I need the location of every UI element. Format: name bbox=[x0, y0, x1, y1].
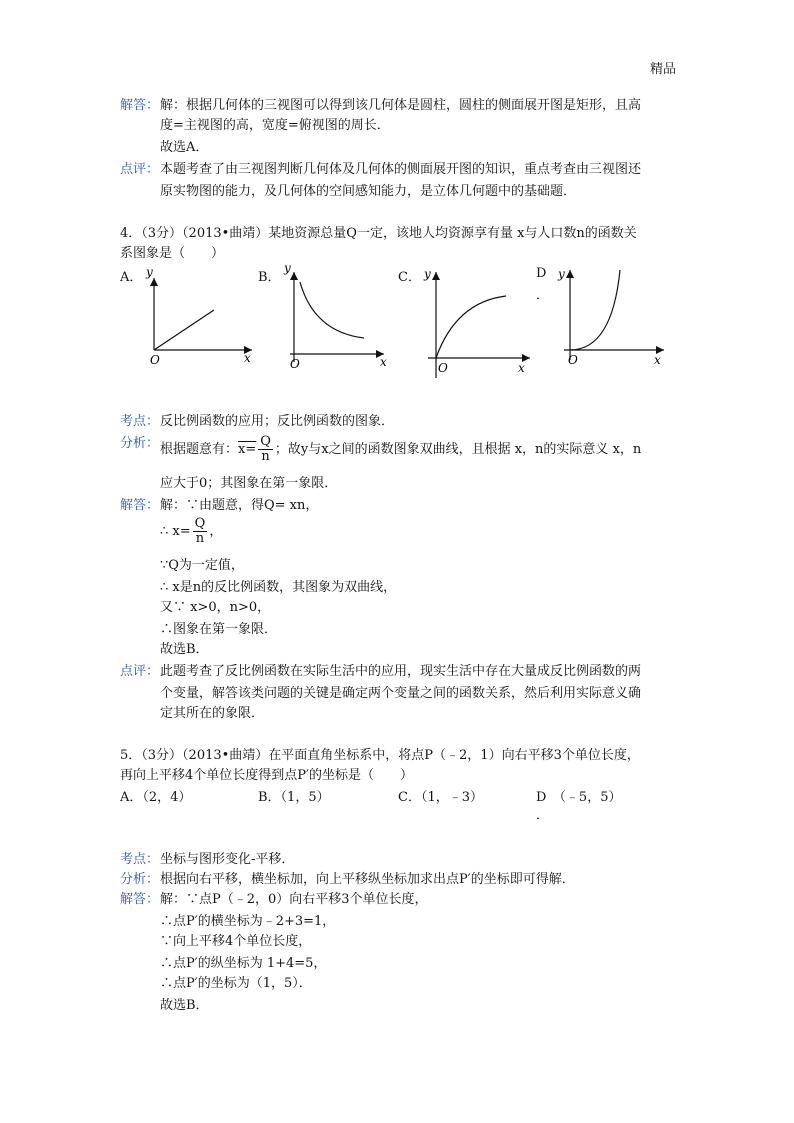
answer-line: 故选A． bbox=[160, 140, 209, 155]
comment-line: 此题考查了反比例函数在实际生活中的应用，现实生活中存在大量成反比例函数的两 bbox=[160, 664, 642, 679]
exponential-curve bbox=[570, 270, 620, 350]
answer-line: 解：根据几何体的三视图可以得到该几何体是圆柱，圆柱的侧面展开图是矩形，且高 bbox=[160, 98, 642, 113]
origin-label: O bbox=[568, 353, 578, 367]
x-axis-label: x bbox=[380, 355, 387, 368]
y-axis-label: y bbox=[284, 262, 291, 275]
question-stem: 系图象是（ ） bbox=[120, 246, 225, 261]
analysis-line: 应大于0；其图象在第一象限． bbox=[160, 476, 338, 491]
point-text: 坐标与图形变化-平移． bbox=[160, 852, 295, 867]
option-b-graph bbox=[280, 262, 392, 368]
origin-label: O bbox=[290, 357, 300, 368]
origin-label: O bbox=[438, 361, 448, 375]
option-d-dot: ． bbox=[536, 808, 550, 823]
option-d-graph bbox=[556, 264, 668, 370]
y-axis-label: y bbox=[146, 265, 153, 279]
answer-label: 解答： bbox=[120, 98, 160, 113]
answer-line: ∴点P′的横坐标为﹣2+3=1， bbox=[160, 914, 336, 929]
analysis-label: 分析： bbox=[120, 872, 160, 887]
option-a-graph bbox=[140, 264, 260, 370]
answer-line: ∴点P′的纵坐标为 1+4=5， bbox=[160, 956, 327, 971]
option-b-letter: B． bbox=[258, 270, 281, 285]
option-d-letter: D bbox=[536, 266, 547, 281]
point-label: 考点： bbox=[120, 852, 160, 867]
origin-label: O bbox=[150, 353, 160, 367]
answer-line: 故选B． bbox=[160, 998, 209, 1013]
answer-label: 解答： bbox=[120, 892, 160, 907]
x-axis-label: x bbox=[244, 351, 251, 365]
analysis-line: 根据题意有：x= $\frac{Q}{n}$ ；故y与x之间的函数图象双曲线，且根据 x，n的实际意义 x，n bbox=[160, 434, 642, 464]
analysis-text: 根据向右平移，横坐标加，向上平移纵坐标加求出点P′的坐标即可得解． bbox=[160, 872, 575, 887]
option-c: C．（1，﹣3） bbox=[398, 790, 483, 805]
option-d: D （﹣5，5） bbox=[536, 790, 622, 805]
line-curve bbox=[154, 310, 214, 350]
option-b: B．（1，5） bbox=[258, 790, 330, 805]
comment-line: 原实物图的能力，及几何体的空间感知能力，是立体几何题中的基础题． bbox=[160, 184, 577, 199]
option-a-letter: A． bbox=[120, 270, 143, 285]
analysis-label: 分析： bbox=[120, 436, 160, 451]
question-stem: 4．（3分）（2013•曲靖）某地资源总量Q一定，该地人均资源享有量 x与人口数n的函数关 bbox=[120, 226, 637, 241]
answer-line: 故选B． bbox=[160, 642, 209, 657]
x-axis-label: x bbox=[654, 353, 661, 367]
option-c-graph bbox=[420, 266, 538, 378]
answer-line: 度=主视图的高，宽度=俯视图的周长． bbox=[160, 118, 390, 133]
y-axis-label: y bbox=[558, 267, 565, 281]
fraction: $\frac{Q}{n}$ bbox=[194, 516, 206, 546]
x-axis-label: x bbox=[518, 361, 525, 375]
point-text: 反比例函数的应用；反比例函数的图象． bbox=[160, 414, 395, 429]
answer-line: 解：∵由题意，得Q= xn， bbox=[160, 498, 319, 513]
answer-line: ∵Q为一定值， bbox=[160, 558, 244, 573]
y-axis-label: y bbox=[424, 267, 431, 281]
fraction: $\frac{Q}{n}$ bbox=[260, 434, 271, 464]
answer-line: ∵向上平移4个单位长度， bbox=[160, 934, 312, 949]
answer-line: ∴ x= $\frac{Q}{n}$ ， bbox=[160, 516, 223, 546]
answer-line: ∴图象在第一象限． bbox=[160, 622, 278, 637]
hyperbola-curve bbox=[300, 282, 364, 338]
header-badge: 精品 bbox=[650, 62, 677, 77]
question-stem: 5．（3分）（2013•曲靖）在平面直角坐标系中，将点P（﹣2，1）向右平移3个单位长度， bbox=[120, 748, 640, 763]
option-d-dot: ． bbox=[536, 288, 550, 303]
answer-line: 又∵ x>0，n>0， bbox=[160, 600, 271, 615]
comment-line: 定其所在的象限． bbox=[160, 706, 265, 721]
comment-label: 点评： bbox=[120, 664, 160, 679]
answer-line: 解：∵点P（﹣2，0）向右平移3个单位长度， bbox=[160, 892, 428, 907]
comment-label: 点评： bbox=[120, 162, 160, 177]
answer-label: 解答： bbox=[120, 498, 160, 513]
comment-line: 本题考查了由三视图判断几何体及几何体的侧面展开图的知识，重点考查由三视图还 bbox=[160, 162, 642, 177]
answer-line: ∴ x是n的反比例函数，其图象为双曲线， bbox=[160, 580, 397, 595]
question-stem: 再向上平移4个单位长度得到点P′的坐标是（ ） bbox=[120, 768, 413, 783]
log-curve bbox=[436, 296, 506, 358]
option-c-letter: C． bbox=[398, 270, 421, 285]
option-a: A．（2，4） bbox=[120, 790, 192, 805]
comment-line: 个变量，解答该类问题的关键是确定两个变量之间的函数关系，然后利用实际意义确 bbox=[160, 686, 642, 701]
point-label: 考点： bbox=[120, 414, 160, 429]
answer-line: ∴点P′的坐标为（1，5）． bbox=[160, 976, 312, 991]
